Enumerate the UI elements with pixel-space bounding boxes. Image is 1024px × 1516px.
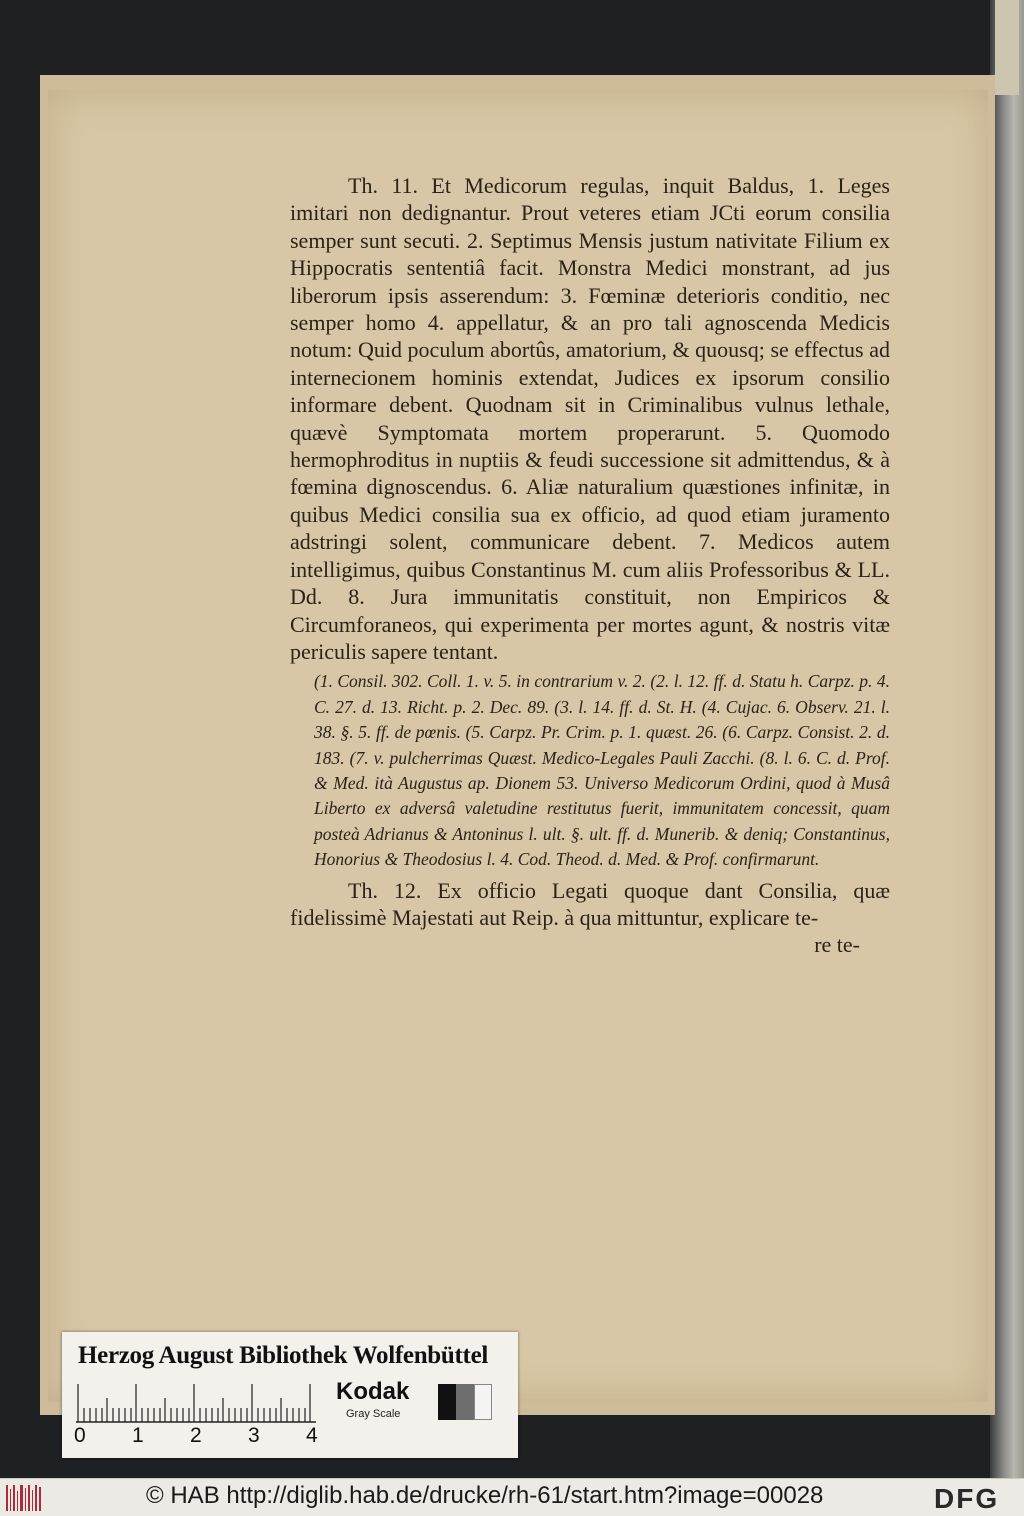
barcode-icon bbox=[6, 1485, 42, 1511]
ruler-number: 2 bbox=[190, 1424, 202, 1447]
dfg-logo: DFG bbox=[934, 1483, 1000, 1514]
paragraph-th12: Th. 12. Ex officio Legati quoque dant Consilia, quæ fidelissimè Majestati aut Reip. à qua mittuntur, explicare te- bbox=[290, 877, 890, 930]
gray-swatch-black bbox=[438, 1384, 456, 1420]
target-title: Herzog August Bibliothek Wolfenbüttel bbox=[78, 1342, 489, 1369]
binding-tab bbox=[995, 0, 1019, 95]
ruler-number: 4 bbox=[306, 1424, 318, 1447]
copyright-link[interactable]: © HAB http://diglib.hab.de/drucke/rh-61/start.htm?image=00028 bbox=[146, 1482, 824, 1509]
page-text bbox=[290, 172, 890, 959]
gray-swatch-white bbox=[474, 1384, 492, 1420]
color-target-card bbox=[62, 1332, 518, 1458]
kodak-brand: Kodak bbox=[336, 1378, 410, 1405]
ruler-number: 3 bbox=[248, 1424, 260, 1447]
paragraph-th11: Th. 11. Et Medicorum regulas, inquit Baldus, 1. Leges imitari non dedignantur. Prout veteres etiam JCti eorum consilia semper sunt secuti. 2. Septimus Mensis justum nativitate Filium ex Hippocratis sententiâ facit. Monstra Medici monstrant, ad jus liberorum ipsis asserendum: 3. Fœminæ deterioris conditio, nec semper homo 4. appellatur, & an pro tali agnoscenda Medicis notum: Quid poculum abortûs, amatorium, & quousq; se effectus ad internecionem hominis extendat, Judices ex ipsorum consilio informare debent. Quodnam sit in Criminalibus vulnus lethale, quævè Symptomata mortem properarunt. 5. Quomodo hermophroditus in nuptiis & feudi successione sit admittendus, & à fœmina dignoscendus. 6. Aliæ naturalium quæstiones infinitæ, in quibus Medici consilia sua ex officio, ad quod etiam juramento adstringi solent, communicare debent. 7. Medicos autem intelligimus, quibus Constantinus M. cum aliis Professoribus & LL. Dd. 8. Jura immunitatis constituit, non Empiricos & Circumforaneos, qui experimenta per mortes agunt, & nostris vitæ periculis sapere tentant. bbox=[290, 173, 890, 664]
viewer-footer bbox=[0, 1478, 1024, 1516]
gray-scale-label: Gray Scale bbox=[346, 1408, 401, 1420]
catchword: re te- bbox=[814, 932, 860, 958]
ruler-number: 0 bbox=[74, 1424, 86, 1447]
ruler-scale bbox=[76, 1384, 376, 1424]
book-edge bbox=[990, 0, 1024, 1478]
footnotes: (1. Consil. 302. Coll. 1. v. 5. in contrarium v. 2. (2. l. 12. ff. d. Statu h. Carpz. p. 4. C. 27. d. 13. Richt. p. 2. Dec. 89. (3. l. 14. ff. d. St. H. (4. Cujac. 6. Observ. 21. l. 38. §. 5. ff. de pœnis. (5. Carpz. Pr. Crim. p. 1. quæst. 26. (6. Carpz. Consist. 2. d. 183. (7. v. pulcherrimas Quæst. Medico-Legales Pauli Zacchi. (8. l. 6. C. d. Prof. & Med. ità Augustus ap. Dionem 53. Universo Medicorum Ordini, quod à Musâ Liberto ex adversâ valetudine restitutus fuerit, immunitatem concessit, quam posteà Adrianus & Antoninus l. ult. §. ult. ff. d. Munerib. & deniq; Constantinus, Honorius & Theodosius l. 4. Cod. Theod. d. Med. & Prof. confirmarunt. bbox=[314, 671, 890, 870]
gray-swatch-mid bbox=[456, 1384, 474, 1420]
ruler-number: 1 bbox=[132, 1424, 144, 1447]
